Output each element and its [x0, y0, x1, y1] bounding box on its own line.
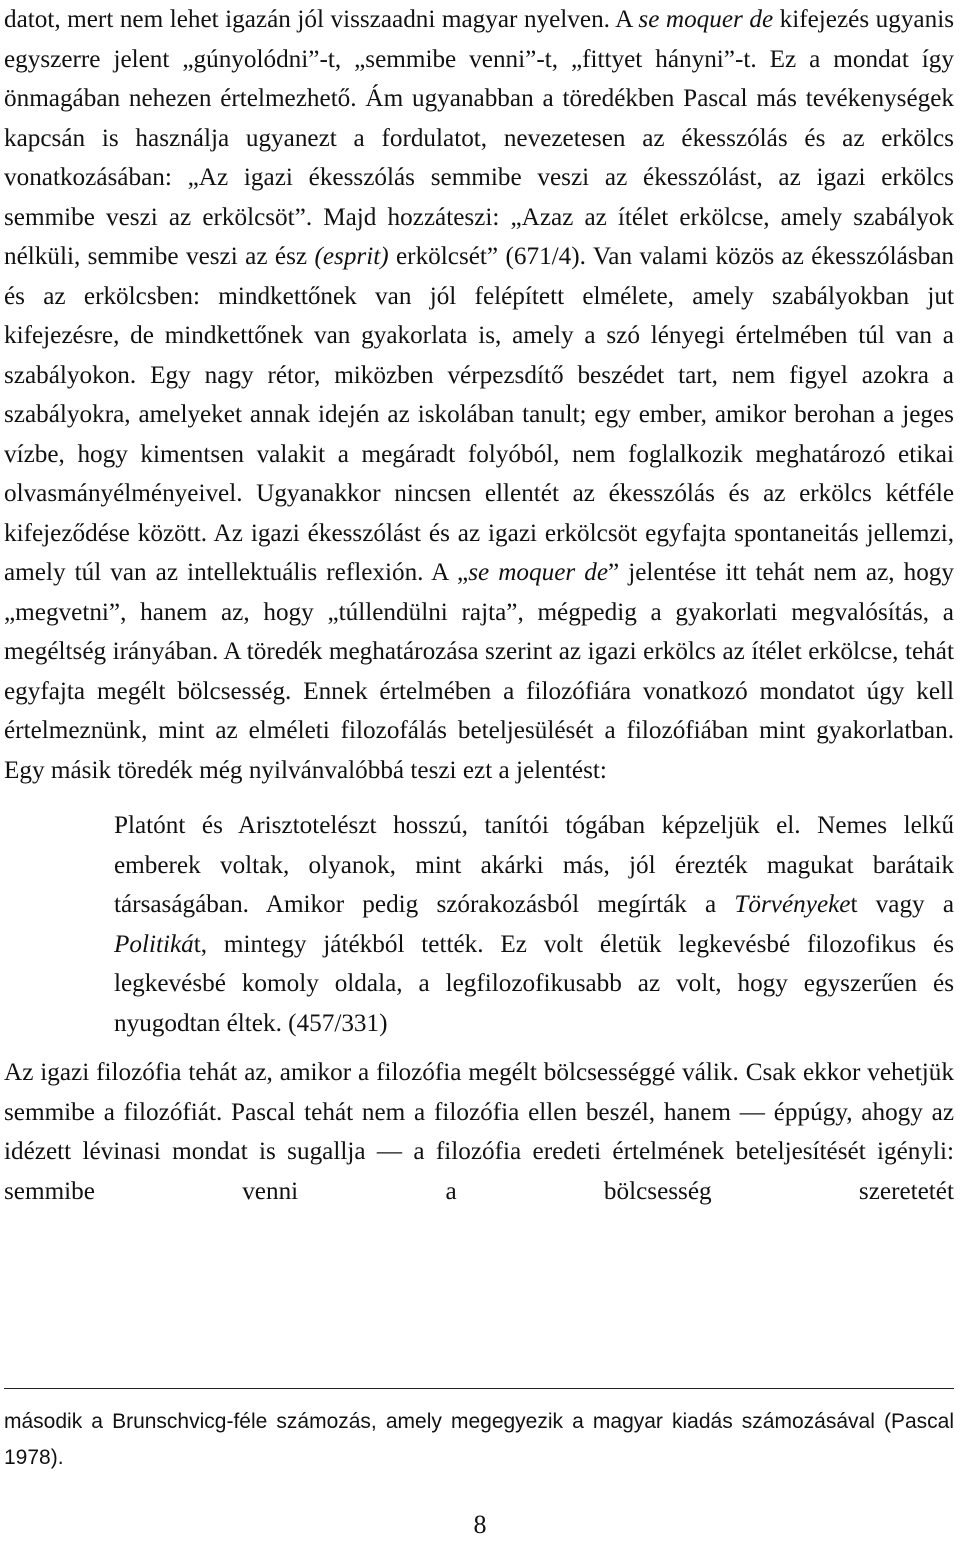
- main-text: [4, 0, 954, 1211]
- footnote-separator: [4, 1388, 954, 1389]
- italic-phrase-se-moquer-de: se moquer de: [638, 6, 774, 33]
- paragraph-1-text-b: kifejezés ugyanis egyszerre jelent „gúnyolódni”-t, „semmibe venni”-t, „fittyet hányni”-t. Ez a mondat így önmagában nehezen értelmezhető. Ám ugyanabban a töredékben Pascal más tevékenységek kapcsán is használja ugyanezt a fordulatot, nevezetesen az ékesszólás és az erkölcs vonatkozásában: „Az igazi ékesszólás semmibe veszi az ékesszólást, az igazi erkölcs semmibe veszi az erkölcsöt”. Majd hozzáteszi: „Azaz az ítélet erkölcse, amely szabályok nélküli, semmibe veszi az ész: [4, 6, 955, 270]
- footnote: második a Brunschvicg-féle számozás, amely megegyezik a magyar kiadás számozásával (Pascal 1978).: [4, 1410, 954, 1469]
- paragraph-2: Az igazi filozófia tehát az, amikor a filozófia megélt bölcsességgé válik. Csak ekkor vehetjük semmibe a filozófiát. Pascal tehát nem a filozófia ellen beszél, hanem — éppúgy, ahogy az idézett lévinasi mondat is sugallja — a filozófia eredeti értelmének beteljesítését igényli: semmibe venni a bölcsesség szeretetét: [4, 1059, 954, 1205]
- block-quote: [114, 806, 954, 1043]
- quote-text-b: t vagy a: [850, 891, 955, 918]
- italic-title-politika: Politiká: [114, 930, 194, 958]
- italic-phrase-se-moquer-de-2: se moquer de: [468, 559, 609, 586]
- paragraph-1: [4, 0, 954, 790]
- italic-word-esprit: (esprit): [314, 243, 389, 270]
- paragraph-1-text-a: datot, mert nem lehet igazán jól visszaadni magyar nyelven. A: [4, 6, 639, 33]
- paragraph-1-text-c: erkölcsét” (671/4). Van valami közös az ékesszólásban és az erkölcsben: mindkettőnek van jól felépített elmélete, amely szabályokban jut kifejezésre, de mindkettőnek van gyakorlata is, amely a szó lényegi értelmében túl van a szabályokon. Egy nagy rétor, miközben vérpezsdítő beszédet tart, nem figyel azokra a szabályokra, amelyeket annak idején az iskolában tanult; egy ember, amikor berohan a jeges vízbe, hogy kimentsen valakit a megáradt folyóból, nem foglalkozik meghatározó etikai olvasmányélményeivel. Ugyanakkor nincsen ellentét az ékesszólás és az erkölcs kétféle kifejeződése között. Az igazi ékesszólást és az igazi erkölcsöt egyfajta spontaneitás jellemzi, amely túl van az intellektuális reflexión. A „: [4, 243, 954, 586]
- quote-text-a: Platónt és Arisztotelészt hosszú, tanítói tógában képzeljük el. Nemes lelkű emberek voltak, olyanok, mint akárki más, jól érezték magukat barátaik társaságában. Amikor pedig szórakozásból megírták a: [114, 812, 954, 918]
- page-number: 8: [473, 1510, 487, 1539]
- paragraph-1-text-d: ” jelentése itt tehát nem az, hogy „megvetni”, hanem az, hogy „túllendülni rajta”, mégpedig a gyakorlati megvalósítás, a megéltség irányában. A töredék meghatározása szerint az igazi erkölcs az ítélet erkölcse, tehát egyfajta megélt bölcsesség. Ennek értelmében a filozófiára vonatkozó mondatot úgy kell értelmeznünk, mint az elméleti filozofálás beteljesülését a filozófiában mint gyakorlatban. Egy másik töredék még nyilvánvalóbbá teszi ezt a jelentést:: [4, 559, 954, 784]
- quote-text-c: t, mintegy játékból tették. Ez volt életük legkevésbé filozofikus és legkevésbé komoly oldala, a legfilozofikusabb az volt, hogy egyszerűen és nyugodtan éltek. (457/331): [114, 930, 954, 1037]
- italic-title-torvenyek: Törvényeke: [734, 891, 851, 918]
